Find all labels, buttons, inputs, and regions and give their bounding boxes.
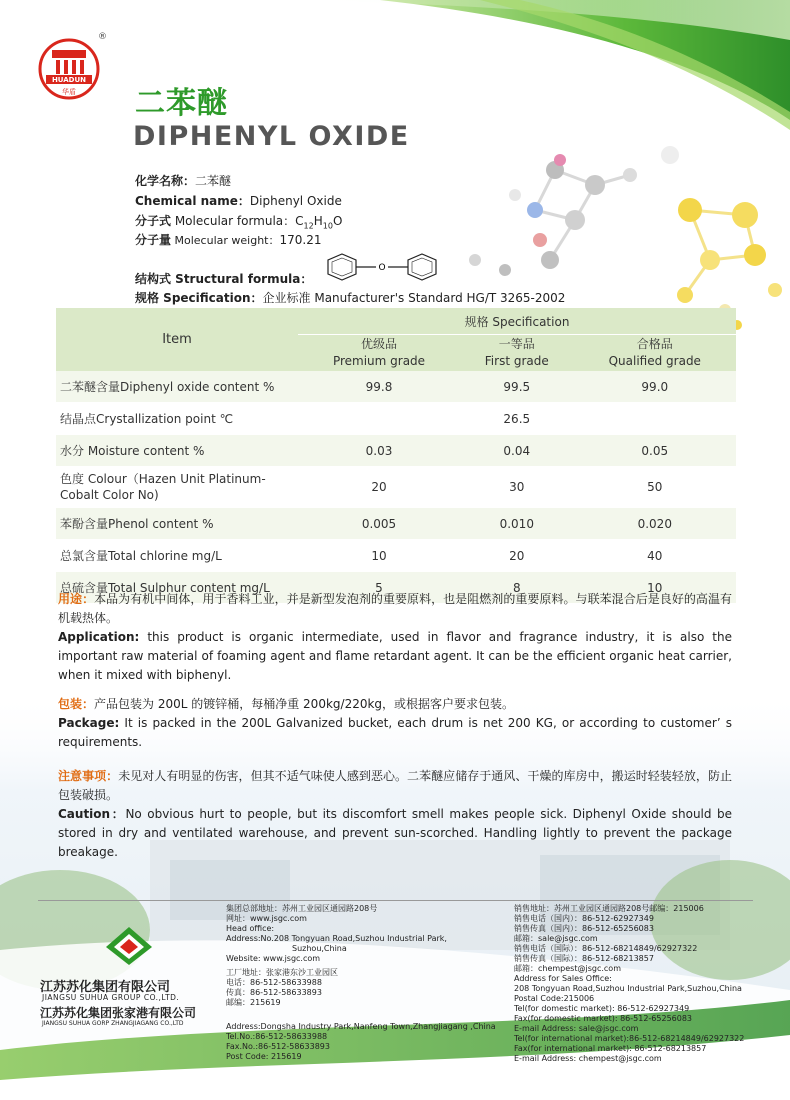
row-first: 99.5 xyxy=(460,371,574,403)
package-cn: 包装：产品包装为 200L 的镀锌桶，每桶净重 200kg/220kg，或根据客户要求包装。 xyxy=(58,697,515,711)
title-en: DIPHENYL OXIDE xyxy=(133,121,410,152)
row-qualified: 0.05 xyxy=(574,435,736,467)
row-first: 30 xyxy=(460,467,574,508)
row-first: 0.04 xyxy=(460,435,574,467)
row-item: 水分 Moisture content % xyxy=(56,435,298,467)
footer-mid-column: 集团总部地址：苏州工业园区通园路208号 网址：www.jsgc.com Head office: Address:No.208 Tongyuan Road,Suzhou Industrial Park, Suzhou,China Website: www.jsgc.com 工厂地址：张家港东沙工业园区 电话：86-512-58633988 传真：86-512-58633893 邮编：215619 Address:Dongsha Industry Park,Nanfeng Town,Zhangjiagang ,China Tel.No.:86-512-58633988 Fax.No.:86-512-58633893 Post Code: 215619 xyxy=(226,904,496,1061)
usage-cn: 用途：本品为有机中间体，用于香料工业，并是新型发泡剂的重要原料，也是阻燃剂的重要原料。与联苯混合后是良好的高温有机载热体。 xyxy=(58,592,732,625)
row-premium: 99.8 xyxy=(298,371,460,403)
spec-header: 规格 Specification xyxy=(298,308,736,335)
spec-line: 规格 Specification：企业标准 Manufacturer's Standard HG/T 3265-2002 xyxy=(135,291,566,305)
row-qualified: 40 xyxy=(574,540,736,572)
row-qualified: 99.0 xyxy=(574,371,736,403)
top-green-swoosh xyxy=(0,0,790,140)
row-qualified: 50 xyxy=(574,467,736,508)
title-cn: 二苯醚 xyxy=(135,86,228,121)
row-premium: 0.03 xyxy=(298,435,460,467)
grade-premium: 优级品 Premium grade xyxy=(332,337,426,368)
table-header-row-1 xyxy=(56,308,736,335)
row-item: 苯酚含量Phenol content % xyxy=(56,508,298,540)
grade-first: 一等品 First grade xyxy=(484,337,549,368)
row-item: 总硫含量Total Sulphur content mg/L xyxy=(56,572,298,604)
company-en: JIANGSU SUHUA GROUP CO.,LTD. xyxy=(42,993,180,1002)
row-item: 二苯醚含量Diphenyl oxide content % xyxy=(56,371,298,403)
branch-cn: 江苏苏化集团张家港有限公司 xyxy=(40,1006,197,1020)
weight-line: 分子量 Molecular weight：170.21 xyxy=(135,233,322,247)
usage-section xyxy=(58,590,732,685)
registered-mark: ® xyxy=(98,32,107,42)
table-row xyxy=(56,403,736,435)
logo-cn-text: 华盾 xyxy=(62,88,76,96)
row-premium xyxy=(298,403,460,435)
company-cn: 江苏苏化集团有限公司 xyxy=(40,980,171,995)
table-row xyxy=(56,540,736,572)
row-premium: 0.005 xyxy=(298,508,460,540)
row-item: 总氯含量Total chlorine mg/L xyxy=(56,540,298,572)
row-qualified xyxy=(574,403,736,435)
item-header: Item xyxy=(162,332,192,347)
table-row xyxy=(56,435,736,467)
suhua-logo xyxy=(104,925,154,967)
structural-formula-diagram xyxy=(322,250,442,282)
chem-name-cn-line: 化学名称：二苯醚 xyxy=(135,174,232,188)
row-first: 20 xyxy=(460,540,574,572)
usage-en: Application: this product is organic intermediate, used in flavor and fragrance industry, it is also the important raw material of foaming agent and flame retardant agent. It can be the efficient organic heat carrier, when it mixed with biphenyl. xyxy=(58,630,732,682)
row-qualified: 0.020 xyxy=(574,508,736,540)
caution-cn: 注意事项：未见对人有明显的伤害，但其不适气味使人感到恶心。二苯醚应储存于通风、干燥的库房中，搬运时轻装轻放，防止包装破损。 xyxy=(58,769,732,802)
grade-qualified: 合格品 Qualified grade xyxy=(608,337,701,368)
branch-en: JIANGSU SUHUA GORP ZHANGJIAGANG CO.,LTD xyxy=(42,1020,184,1027)
row-item: 色度 Colour（Hazen Unit Platinum- Cobalt Color No) xyxy=(56,467,298,508)
row-first: 8 xyxy=(460,572,574,604)
huadun-logo xyxy=(38,38,100,100)
row-premium: 5 xyxy=(298,572,460,604)
footer-right-column: 销售地址：苏州工业园区通园路208号邮编：215006 销售电话（国内）：86-512-62927349 销售传真（国内）：86-512-65256083 邮箱：sale@jsgc.com 销售电话（国际）：86-512-68214849/62927322 销售传真（国际）：86-512-68213857 邮箱：chempest@jsgc.com Address for Sales Office: 208 Tongyuan Road,Suzhou Industrial Park,Suzhou,China Postal Code:215006 Tel(for domestic market): 86-512-62927349 Fax(for domestic market): 86-512-65256083 E-mail Address: sale@jsgc.com Tel(for international market):86-512-68214849/62927322 Fax(for international market): 86-512-68213857 E-mail Address: chempest@jsgc.com xyxy=(514,904,745,1063)
formula-line: 分子式 Molecular formula：$C_{12}H_{10}O$ xyxy=(135,214,343,231)
struct-line: 结构式 Structural formula： xyxy=(135,272,313,286)
caution-section xyxy=(58,767,732,862)
row-first: 26.5 xyxy=(460,403,574,435)
table-row xyxy=(56,508,736,540)
table-row xyxy=(56,371,736,403)
row-qualified: 10 xyxy=(574,572,736,604)
struct-oxygen: O xyxy=(378,263,386,273)
chem-name-en-line: Chemical name：Diphenyl Oxide xyxy=(135,194,342,208)
package-en: Package: It is packed in the 200L Galvanized bucket, each drum is net 200 KG, or according to customer’ s requirements. xyxy=(58,716,732,749)
caution-en: Caution：No obvious hurt to people, but its discomfort smell makes people sick. Diphenyl Oxide should be stored in dry and ventilated warehouse, and prevent sun-scorched. Handling lightly to prevent the package breakage. xyxy=(58,807,732,859)
table-row xyxy=(56,467,736,508)
row-premium: 20 xyxy=(298,467,460,508)
logo-text: HUADUN xyxy=(51,76,87,84)
row-item: 结晶点Crystallization point ℃ xyxy=(56,403,298,435)
spec-table xyxy=(56,308,736,604)
row-first: 0.010 xyxy=(460,508,574,540)
package-section xyxy=(58,695,732,752)
row-premium: 10 xyxy=(298,540,460,572)
footer-divider xyxy=(38,900,753,901)
